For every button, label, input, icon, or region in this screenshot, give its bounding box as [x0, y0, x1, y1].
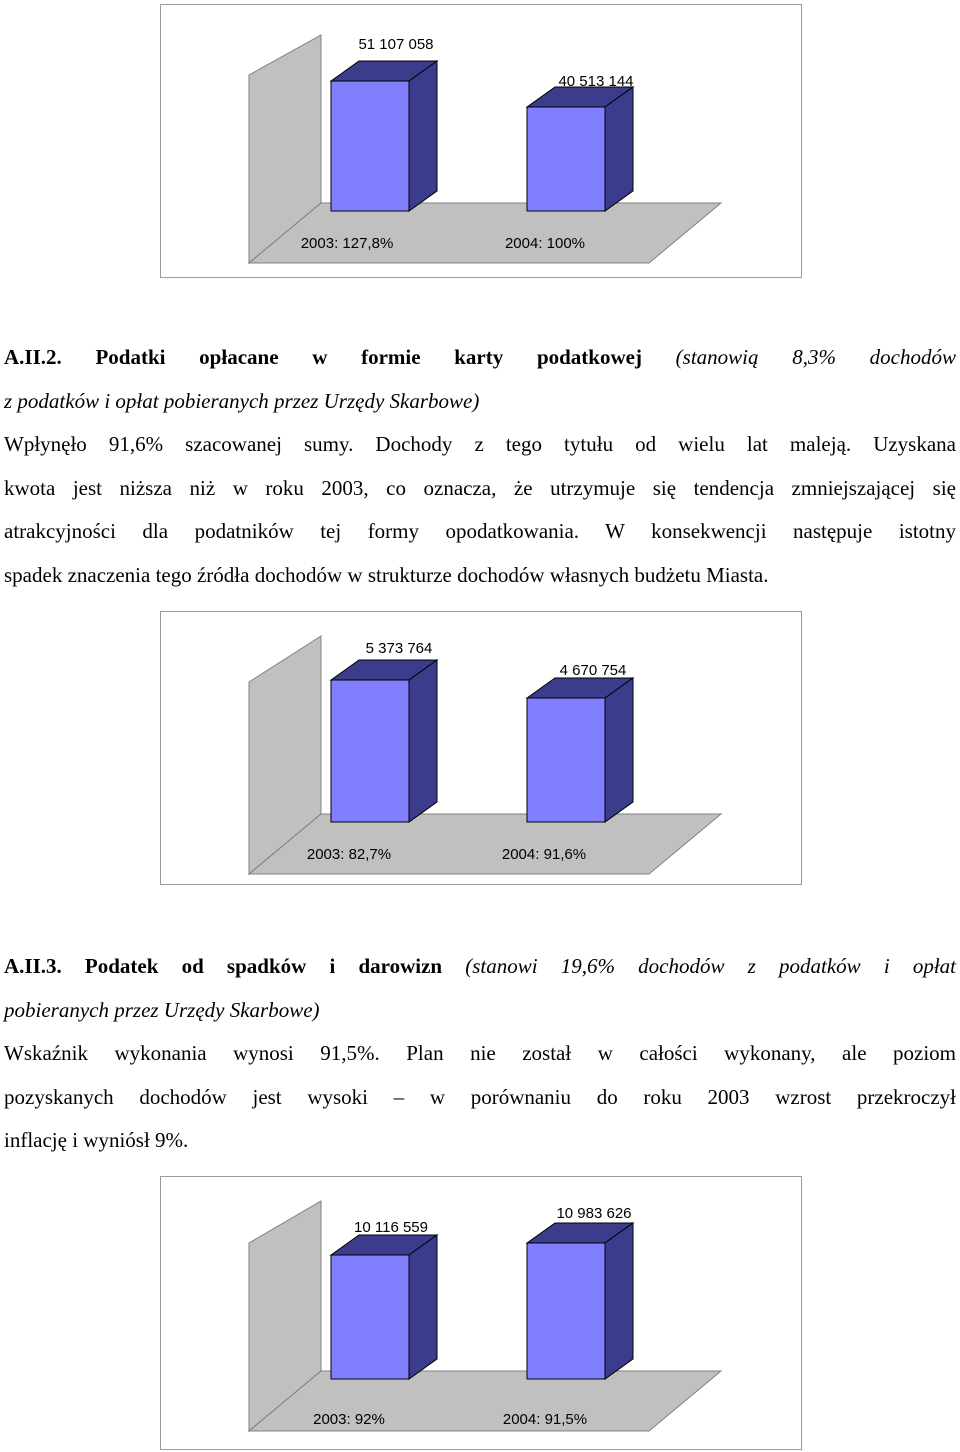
chart-tax-card-2003-2004 — [160, 611, 802, 885]
data-label-1: 5 373 764 — [365, 640, 433, 657]
bar-group-1 — [331, 1235, 437, 1379]
bar-group-1 — [331, 660, 437, 822]
bar-group-1 — [331, 61, 437, 211]
data-label-2: 40 513 144 — [558, 73, 634, 90]
category-label-1: 2003: 92% — [313, 1411, 385, 1428]
paragraph-line: inflację i wyniósł 9%. — [4, 1128, 189, 1152]
bar-front — [331, 680, 409, 822]
bar-side — [409, 61, 437, 211]
chart-income-2003-2004 — [160, 4, 802, 278]
paragraph-line: Wpłynęło 91,6% szacowanej sumy. Dochody z tego tytułu od wielu lat maleją. Uzyskana — [4, 432, 956, 456]
bar-side — [605, 87, 633, 211]
section-2-title: A.II.2. Podatki opłacane w formie karty podatkowej — [4, 345, 642, 369]
chart-svg — [161, 612, 801, 884]
section-3-heading — [4, 945, 956, 1032]
bar-group-2 — [527, 678, 633, 822]
category-label-1: 2003: 127,8% — [300, 235, 394, 252]
bar-group-2 — [527, 1223, 633, 1379]
paragraph-line: pozyskanych dochodów jest wysoki – w porównaniu do roku 2003 wzrost przekroczył — [4, 1084, 956, 1109]
category-label-1: 2003: 82,7% — [306, 846, 392, 863]
section-2-body — [4, 423, 956, 597]
data-label-1: 10 116 559 — [354, 1219, 428, 1236]
bar-side — [605, 1223, 633, 1379]
section-3-subtitle-cont: pobieranych przez Urzędy Skarbowe) — [4, 997, 320, 1022]
data-label-2: 10 983 626 — [556, 1205, 632, 1222]
data-label-1: 51 107 058 — [358, 36, 434, 53]
chart-floor — [249, 814, 721, 874]
data-label-2: 4 670 754 — [559, 662, 627, 679]
section-2-subtitle-cont: z podatków i opłat pobieranych przez Urzędy Skarbowe) — [4, 388, 480, 413]
bar-front — [331, 81, 409, 211]
bar-side — [409, 1235, 437, 1379]
bar-front — [527, 107, 605, 211]
chart-svg — [161, 5, 801, 277]
chart-floor — [249, 203, 721, 263]
paragraph-line: Wskaźnik wykonania wynosi 91,5%. Plan nie został w całości wykonany, ale poziom — [4, 1041, 956, 1065]
bar-front — [527, 698, 605, 822]
paragraph-line: atrakcyjności dla podatników tej formy opodatkowania. W konsekwencji następuje istotny — [4, 519, 956, 543]
section-3-body — [4, 1032, 956, 1163]
bar-side — [409, 660, 437, 822]
category-label-2: 2004: 91,5% — [502, 1411, 588, 1428]
chart-inheritance-tax-2003-2004 — [160, 1176, 802, 1450]
section-2-heading — [4, 336, 956, 423]
chart-svg — [161, 1177, 801, 1449]
bar-front — [331, 1255, 409, 1379]
section-2-subtitle: (stanowią 8,3% dochodów — [675, 345, 956, 369]
bar-side — [605, 678, 633, 822]
bar-front — [527, 1243, 605, 1379]
category-label-2: 2004: 100% — [504, 235, 586, 252]
category-label-2: 2004: 91,6% — [501, 846, 587, 863]
paragraph-line: kwota jest niższa niż w roku 2003, co oznacza, że utrzymuje się tendencja zmniejszającej się — [4, 475, 956, 500]
section-3-title: A.II.3. Podatek od spadków i darowizn — [4, 954, 443, 978]
bar-group-2 — [527, 87, 633, 211]
paragraph-line: spadek znaczenia tego źródła dochodów w strukturze dochodów własnych budżetu Miasta. — [4, 562, 769, 587]
section-3-subtitle: (stanowi 19,6% dochodów z podatków i opłat — [465, 954, 956, 978]
